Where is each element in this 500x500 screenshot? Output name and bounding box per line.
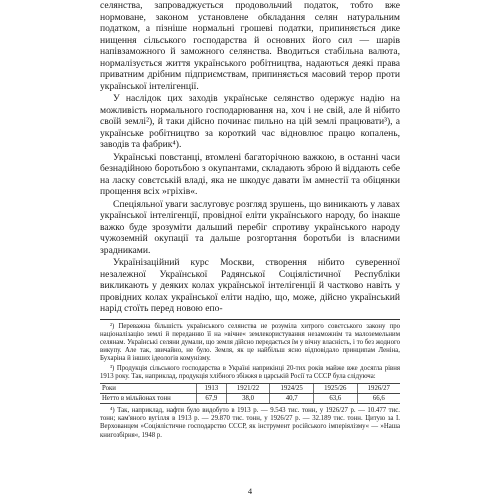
table-cell: 40,7 bbox=[270, 393, 314, 403]
paragraph-1: селянства, запроваджується продовольчий податок, тобто вже нормоване, законом установлене обкладання селян натуральним податком, а пізніше нормальні грошеві податки, припиняється дике нищення сільського господарства й основних його сил — шарів напівзаможного й заможного селянства. Вводиться стабільна валюта, нормалізується життя українського робітництва, надаються деякі права приватним дрібним підприємствам, припиняється масовий терор проти української інтелігенції. bbox=[100, 0, 400, 92]
table-header-cell: Роки bbox=[100, 383, 197, 393]
table-cell: 63,6 bbox=[313, 393, 357, 403]
page-number: 4 bbox=[247, 486, 253, 496]
footnotes bbox=[100, 323, 400, 440]
table-header-cell: 1925/26 bbox=[313, 383, 357, 393]
paragraph-2: У наслідок цих заходів українське селянство одержує надію на можливість нормального господарювання на, хоч і не свій, але й нібито своїй землі²), й таки дійсно починає пильно на цій землі працювати³), а українське робітництво за короткий час відновлює працю копалень, заводів та фабрик⁴). bbox=[100, 93, 400, 150]
footnote-2: ²) Переважна більшість українського селянства не розуміла хитрого совєтського закону про націоналізацію землі й переданню її на »вічне« землекористування незаможнім та малоземельним селянам. Українські селяни думали, що земля дійсно передається їм у вічну власність, і то без жодного викупу. Але так, звичайно, не було. Земля, як це найбільш ясно відповідало принципам Леніна, Бухаріна й інших ідеологів комунізму. bbox=[100, 322, 400, 363]
main-text-column bbox=[100, 0, 400, 441]
table-header-cell: 1913 bbox=[197, 383, 227, 393]
footnote-4: ⁴) Так, наприклад, нафти було видобуто в 1913 р. — 9.543 тис. тонн, у 1926/27 р. — 10.477 тис. тонн; кам'яного вугілля в 1913 р. — 29.870 тис. тонн, у 1926/27 р. — 32.189 тис. тонн. Цитую за І. Верхованцем »Соціялістичне господарство СССР, як інструмент російського імперіялізму« — »Наша книгозбірня«, 1948 р. bbox=[100, 406, 400, 439]
footnote-3: ³) Продукція сільського господарства в Україні наприкінці 20-тих років майже вже досягла рівня 1913 року. Так, наприклад, продукція хлібного збіжжя в царській Росії та СССР була слідуюча: bbox=[100, 364, 400, 380]
paragraph-4: Спеціяльної уваги заслуговує розгляд зрушень, що виникають у лавах української інтелігенції, провідної еліти українського народу, бо інакше важко буде зрозуміти дальший перебіг спротиву українського народу чужоземній окупації та дальше розгортання боротьби із власними зрадниками. bbox=[100, 198, 400, 256]
table-header-cell: 1924/25 bbox=[270, 383, 314, 393]
table-cell: 38,0 bbox=[226, 393, 270, 403]
table-header-row bbox=[100, 383, 400, 393]
table-row bbox=[100, 393, 400, 403]
table-cell: Нетто в мільйонах тонн bbox=[100, 393, 197, 403]
table-header-cell: 1926/27 bbox=[357, 383, 400, 393]
grain-production-table bbox=[100, 383, 400, 404]
footnote-divider bbox=[100, 319, 400, 320]
table-header-cell: 1921/22 bbox=[226, 383, 270, 393]
table-cell: 67,9 bbox=[197, 393, 227, 403]
table-cell: 66,6 bbox=[357, 393, 400, 403]
paragraph-3: Українські повстанці, втомлені багаторічною важкою, в останні часи безнадійною боротьбою з окупантами, складають зброю й віддають себе на ласку совєтській владі, яка не шкодує давати їм амнестії та обіцянки прощення всіх »гріхів«. bbox=[100, 151, 400, 197]
paragraph-5: Українізаційний курс Москви, створення нібито суверенної незалежної Української Радянської Соціялістичної Республіки викликають у деяких колах української інтелігенції й частково навіть у провідних колах української еліти надію, що, може, дійсно український нарід стоїть перед новою епо- bbox=[100, 257, 400, 314]
